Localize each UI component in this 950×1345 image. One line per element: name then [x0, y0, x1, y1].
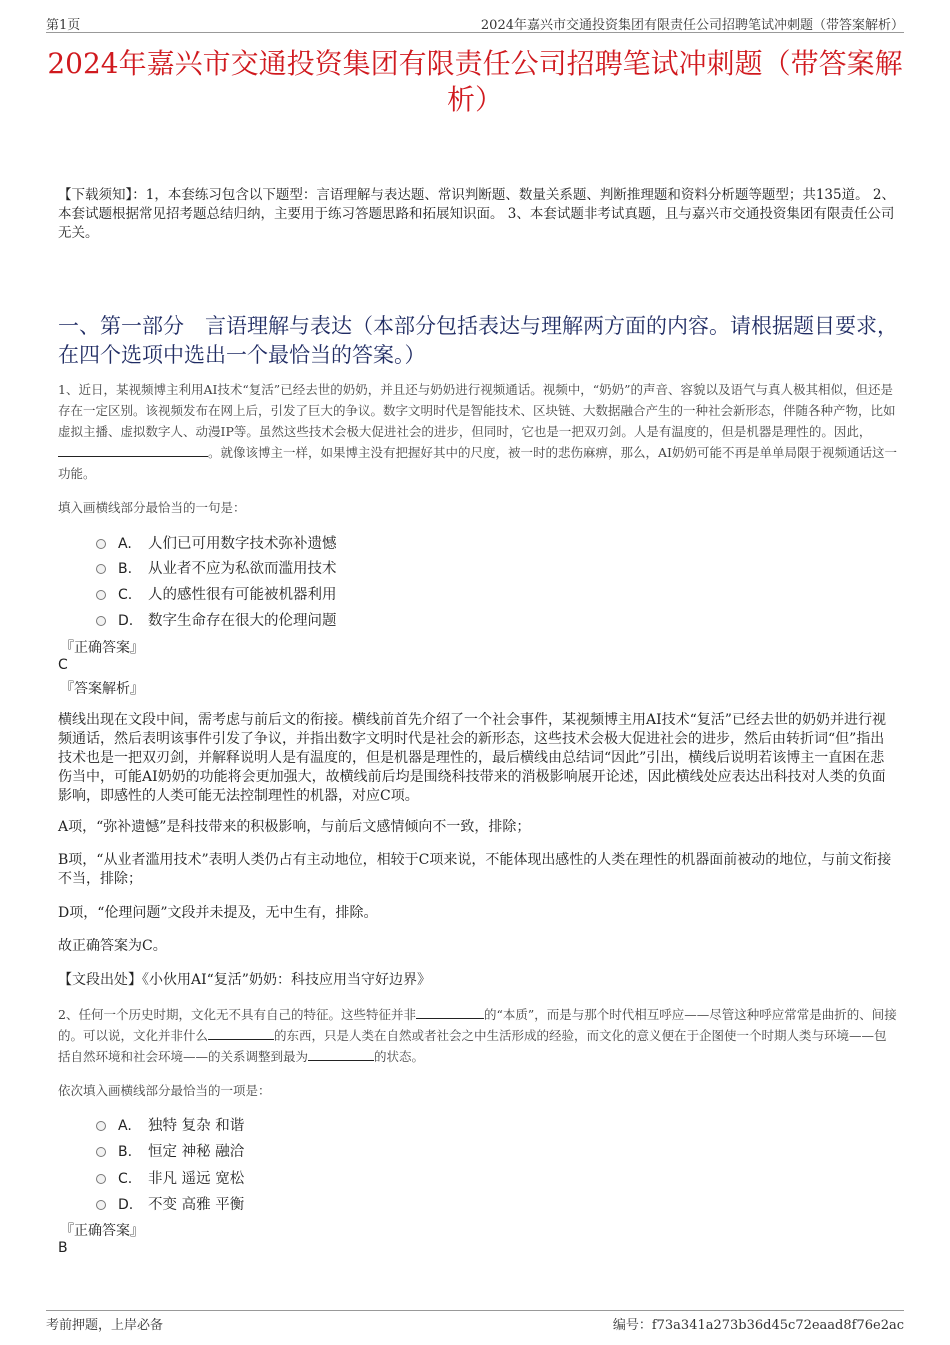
radio-icon[interactable] — [96, 564, 106, 574]
running-header-title: 2024年嘉兴市交通投资集团有限责任公司招聘笔试冲刺题（带答案解析） — [480, 18, 904, 33]
option-text: 数字生命存在很大的伦理问题 — [148, 613, 337, 629]
option-d[interactable] — [96, 609, 337, 630]
option-text: 非凡 遥远 宽松 — [148, 1171, 245, 1187]
option-letter: A. — [118, 1118, 132, 1134]
option-text: 人们已可用数字技术弥补遗憾 — [148, 536, 337, 552]
option-b[interactable] — [96, 557, 337, 578]
header-divider — [46, 32, 904, 33]
option-letter: D. — [118, 1197, 134, 1213]
answer-label: 『正确答案』 — [60, 640, 144, 656]
option-text: 恒定 神秘 融洽 — [148, 1144, 245, 1160]
radio-icon[interactable] — [96, 1174, 106, 1184]
question-2-text — [58, 1004, 898, 1067]
radio-icon[interactable] — [96, 539, 106, 549]
radio-icon[interactable] — [96, 616, 106, 626]
analysis-label: 『答案解析』 — [60, 681, 144, 697]
section-heading: 一、第一部分 言语理解与表达（本部分包括表达与理解两方面的内容。请根据题目要求，在四个选项中选出一个最恰当的答案。） — [58, 314, 898, 367]
answer-blank — [208, 1028, 274, 1040]
question-1-text-a: 1、近日，某视频博主利用AI技术“复活”已经去世的奶奶，并且还与奶奶进行视频通话。视频中，“奶奶”的声音、容貌以及语气与真人极其相似，但还是存在一定区别。该视频发布在网上后，引发了巨大的争议。数字文明时代是智能技术、区块链、大数据融合产生的一种社会新形态，伴随各种产物，比如虚拟主播、虚拟数字人、动漫IP等。虽然这些技术会极大促进社会的进步，但同时，它也是一把双刃剑。人是有温度的，但是机器是理性的。因此， — [58, 382, 896, 439]
option-letter: D. — [118, 613, 134, 629]
question-2-text-3: 的东西，只是人类在自然或者社会之中生活形成的经验，而文化的意义便在于企图使一个时期人类与环境——包括自然环境和社会环境——的关系调整到最为 — [58, 1028, 887, 1064]
option-text: 独特 复杂 和谐 — [148, 1118, 245, 1134]
option-text: 不变 高雅 平衡 — [148, 1197, 245, 1213]
footer-slogan: 考前押题，上岸必备 — [46, 1318, 164, 1333]
answer-label: 『正确答案』 — [60, 1223, 144, 1239]
radio-icon[interactable] — [96, 1200, 106, 1210]
question-1-text — [58, 379, 898, 484]
footer-serial-number: 编号：f73a341a273b36d45c72eaad8f76e2ac — [612, 1318, 904, 1333]
radio-icon[interactable] — [96, 590, 106, 600]
source-citation: 【文段出处】《小伙用AI“复活”奶奶：科技应用当守好边界》 — [58, 972, 431, 988]
footer-divider — [46, 1310, 904, 1311]
answer-blank — [416, 1007, 484, 1019]
option-text: 人的感性很有可能被机器利用 — [148, 587, 337, 603]
question-2-text-1: 2、任何一个历史时期，文化无不具有自己的特征。这些特征并非 — [58, 1007, 416, 1022]
option-letter: B. — [118, 1144, 133, 1160]
option-d[interactable] — [96, 1193, 244, 1214]
option-a-note: A项，“弥补遗憾”是科技带来的积极影响，与前后文感情倾向不一致，排除； — [58, 819, 531, 835]
analysis-text: 横线出现在文段中间，需考虑与前后文的衔接。横线前首先介绍了一个社会事件，某视频博主用AI技术“复活”已经去世的奶奶并进行视频通话，然后表明该事件引发了争议，并指出数字文明时代是社会的新形态，这些技术会极大促进社会的进步，然后由转折词“但”指出技术也是一把双刃剑，并解释说明人是有温度的，但是机器是理性的，最后横线由总结词“因此”引出，横线后说明若该博主一直困在悲伤当中，可能AI奶奶的功能将会更加强大，故横线前后均是围绕科技带来的消极影响展开论述，因此横线处应表达出科技对人类的负面影响，即感性的人类可能无法控制理性的机器，对应C项。 — [58, 712, 886, 804]
page-number: 第1页 — [46, 18, 81, 33]
option-c[interactable] — [96, 583, 337, 604]
question-2-prompt: 依次填入画横线部分最恰当的一项是： — [58, 1083, 271, 1098]
option-text: 从业者不应为私欲而滥用技术 — [148, 561, 337, 577]
radio-icon[interactable] — [96, 1147, 106, 1157]
radio-icon[interactable] — [96, 1121, 106, 1131]
option-b[interactable] — [96, 1140, 244, 1161]
question-2-text-2: 的“本质”，而是与那个时代相互呼应——尽管这种呼应常常是曲折的、间接的。可以说，文化并非什么 — [58, 1007, 897, 1043]
option-letter: B. — [118, 561, 133, 577]
question-2-text-4: 的状态。 — [374, 1049, 425, 1064]
option-letter: C. — [118, 1171, 133, 1187]
document-title: 2024年嘉兴市交通投资集团有限责任公司招聘笔试冲刺题（带答案解析） — [47, 47, 903, 116]
option-c[interactable] — [96, 1167, 244, 1188]
option-d-note: D项，“伦理问题”文段并未提及，无中生有，排除。 — [58, 905, 378, 921]
question-1-text-b: 。就像该博主一样，如果博主没有把握好其中的尺度，被一时的悲伤麻痹，那么，AI奶奶可能不再是单单局限于视频通话这一功能。 — [58, 445, 897, 481]
option-b-note: B项，“从业者滥用技术”表明人类仍占有主动地位，相较于C项来说，不能体现出感性的人类在理性的机器面前被动的地位，与前文衔接不当，排除； — [58, 852, 892, 887]
conclusion: 故正确答案为C。 — [58, 938, 167, 954]
option-a[interactable] — [96, 532, 337, 553]
correct-answer: B — [58, 1240, 68, 1256]
option-a[interactable] — [96, 1114, 244, 1135]
download-notice: 【下载须知】：1，本套练习包含以下题型：言语理解与表达题、常识判断题、数量关系题、判断推理题和资料分析题等题型；共135道。 2、本套试题根据常见招考题总结归纳，主要用于练习答题思路和拓展知识面。 3、本套试题非考试真题，且与嘉兴市交通投资集团有限责任公司无关。 — [58, 187, 895, 241]
correct-answer: C — [58, 657, 68, 673]
option-letter: C. — [118, 587, 133, 603]
option-letter: A. — [118, 536, 132, 552]
answer-blank — [308, 1049, 374, 1061]
question-1-prompt: 填入画横线部分最恰当的一句是： — [58, 500, 246, 515]
answer-blank — [58, 445, 208, 457]
